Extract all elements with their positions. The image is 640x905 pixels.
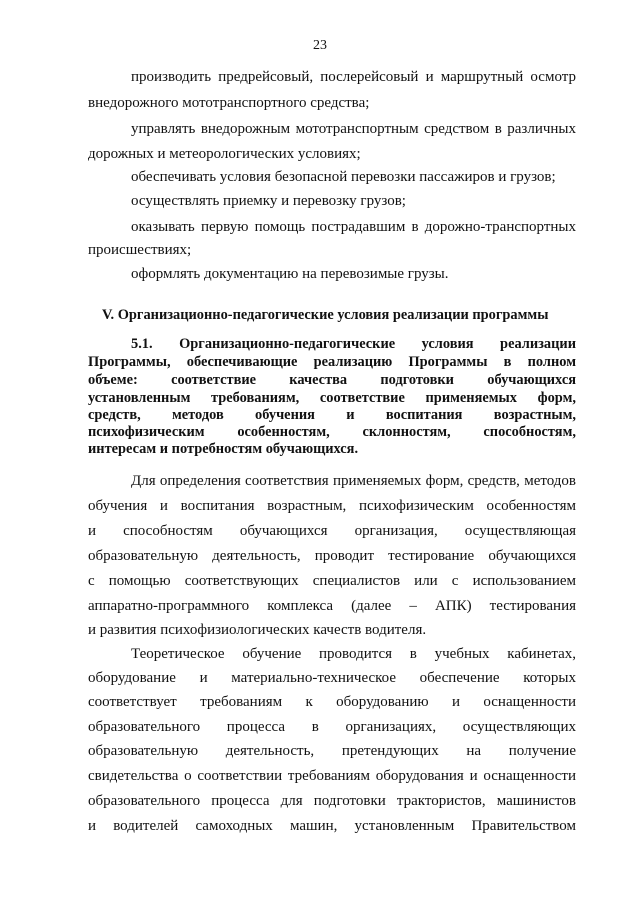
text-line: оформлять документацию на перевозимые грузы.	[131, 266, 449, 282]
text-line: обеспечивать условия безопасной перевозки пассажиров и грузов;	[131, 169, 556, 185]
text-line: средств, методов обучения и воспитания возрастным,	[88, 407, 576, 423]
text-line: внедорожного мототранспортного средства;	[88, 95, 370, 111]
text-line: управлять внедорожным мототранспортным средством в различных	[131, 121, 576, 137]
text-line: оборудование и материально-техническое обеспечение которых	[88, 670, 576, 686]
text-line: оказывать первую помощь пострадавшим в дорожно-транспортных	[131, 219, 576, 235]
text-line: и способностям обучающихся организация, осуществляющая	[88, 523, 576, 539]
text-line: Теоретическое обучение проводится в учебных кабинетах,	[131, 646, 576, 662]
text-line: интересам и потребностям обучающихся.	[88, 441, 359, 457]
text-line: образовательную деятельность, претендующих на получение	[88, 743, 576, 759]
text-line: осуществлять приемку и перевозку грузов;	[131, 193, 406, 209]
text-line: дорожных и метеорологических условиях;	[88, 146, 361, 162]
text-line: 5.1. Организационно-педагогические условия реализации	[131, 336, 576, 352]
text-line: образовательного процесса в организациях, осуществляющих	[88, 719, 576, 735]
text-line: объеме: соответствие качества подготовки обучающихся	[88, 372, 576, 388]
text-line: и водителей самоходных машин, установленным Правительством	[88, 818, 576, 834]
text-line: производить предрейсовый, послерейсовый и маршрутный осмотр	[131, 69, 576, 85]
text-line: психофизическим особенностям, склонностям, способностям,	[88, 424, 576, 440]
page-number: 23	[313, 38, 327, 53]
text-line: и развития психофизиологических качеств водителя.	[88, 622, 427, 638]
text-line: установленным требованиям, соответствие применяемых форм,	[88, 390, 576, 406]
text-line: аппаратно-программного комплекса (далее – АПК) тестирования	[88, 598, 576, 614]
text-line: соответствует требованиям к оборудованию и оснащенности	[88, 694, 576, 710]
text-line: свидетельства о соответствии требованиям оборудования и оснащенности	[88, 768, 576, 784]
section-heading: V. Организационно-педагогические условия реализации программы	[102, 307, 549, 323]
text-line: Для определения соответствия применяемых форм, средств, методов	[131, 473, 576, 489]
text-line: происшествиях;	[88, 242, 192, 258]
text-line: образовательную деятельность, проводит тестирование обучающихся	[88, 548, 576, 564]
text-line: обучения и воспитания возрастным, психофизическим особенностям	[88, 498, 576, 514]
text-line: Программы, обеспечивающие реализацию Программы в полном	[88, 354, 576, 370]
text-line: с помощью соответствующих специалистов или с использованием	[88, 573, 576, 589]
text-line: образовательного процесса для подготовки трактористов, машинистов	[88, 793, 576, 809]
